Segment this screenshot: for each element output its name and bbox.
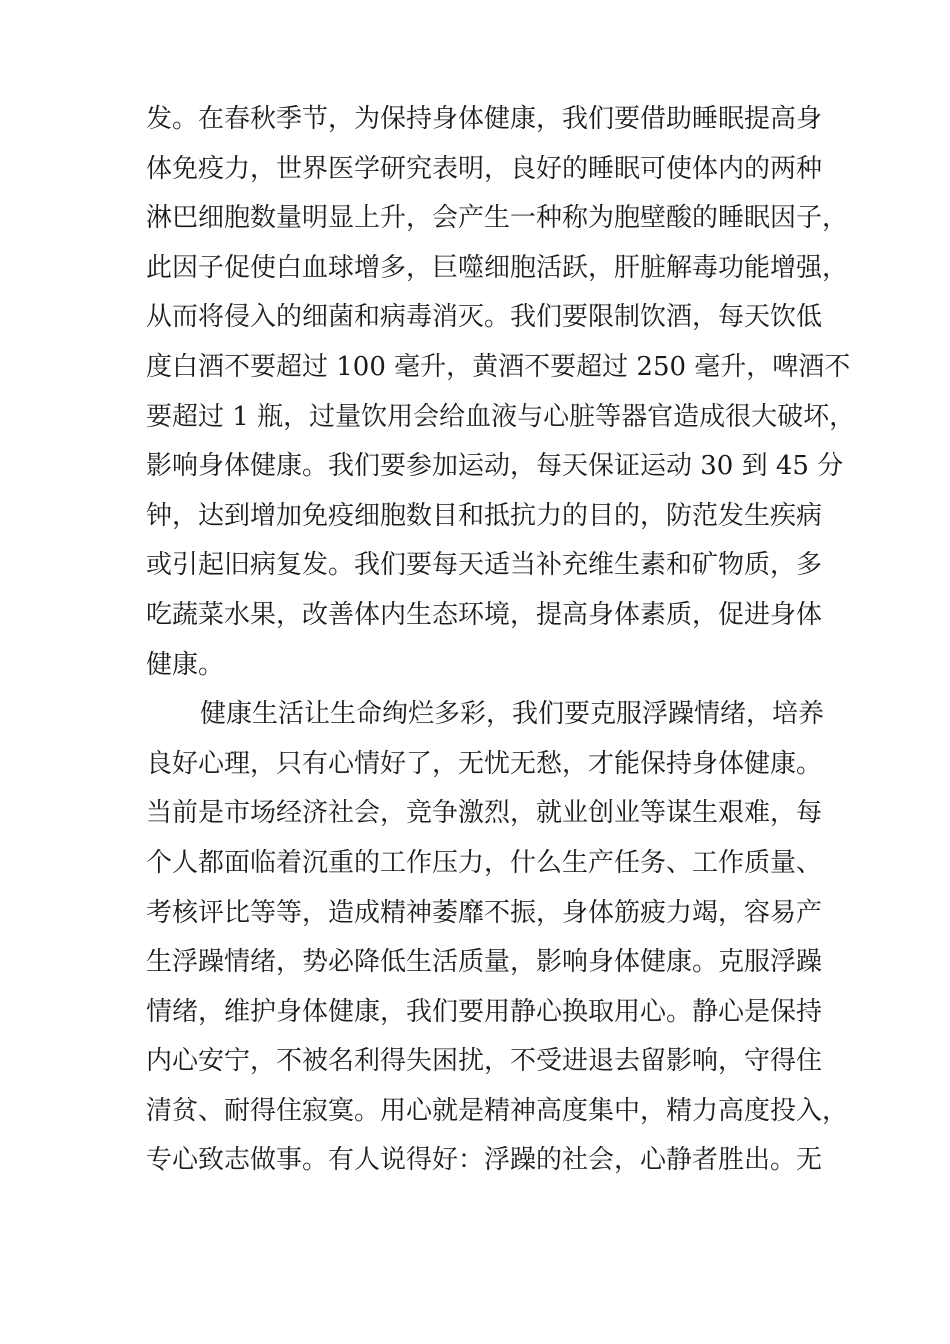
text-line: 影响身体健康。我们要参加运动，每天保证运动 30 到 45 分 xyxy=(146,451,844,482)
text-line: 体免疫力，世界医学研究表明，良好的睡眠可使体内的两种 xyxy=(146,153,823,184)
text-line: 健康。 xyxy=(146,649,225,680)
text-line: 或引起旧病复发。我们要每天适当补充维生素和矿物质，多 xyxy=(146,550,823,581)
text-line: 从而将侵入的细菌和病毒消灭。我们要限制饮酒，每天饮低 xyxy=(146,302,823,333)
text-line: 度白酒不要超过 100 毫升，黄酒不要超过 250 毫升，啤酒不 xyxy=(146,351,851,382)
text-line: 吃蔬菜水果，改善体内生态环境，提高身体素质，促进身体 xyxy=(146,599,823,630)
text-line: 内心安宁，不被名利得失困扰，不受进退去留影响，守得住 xyxy=(146,1046,823,1077)
text-line: 此因子促使白血球增多，巨噬细胞活跃，肝脏解毒功能增强， xyxy=(146,252,849,283)
text-line: 发。在春秋季节，为保持身体健康，我们要借助睡眠提高身 xyxy=(146,104,823,134)
text-line: 清贫、耐得住寂寞。用心就是精神高度集中，精力高度投入， xyxy=(146,1095,849,1126)
text-line: 淋巴细胞数量明显上升，会产生一种称为胞壁酸的睡眠因子， xyxy=(146,203,849,234)
text-line: 考核评比等等，造成精神萎靡不振，身体筋疲力竭，容易产 xyxy=(146,897,823,928)
text-line: 要超过 1 瓶，过量饮用会给血液与心脏等器官造成很大破坏， xyxy=(146,401,856,432)
text-line: 当前是市场经济社会，竞争激烈，就业创业等谋生艰难，每 xyxy=(146,798,823,829)
text-line: 个人都面临着沉重的工作压力，什么生产任务、工作质量、 xyxy=(146,847,823,878)
document-body xyxy=(146,95,856,1186)
text-line: 生浮躁情绪，势必降低生活质量，影响身体健康。克服浮躁 xyxy=(146,947,823,978)
paragraph-1 xyxy=(146,95,856,690)
paragraph-2 xyxy=(146,690,849,1186)
text-line: 钟，达到增加免疫细胞数目和抵抗力的目的，防范发生疾病 xyxy=(146,500,823,531)
text-line: 专心致志做事。有人说得好：浮躁的社会，心静者胜出。无 xyxy=(146,1145,823,1176)
text-line: 健康生活让生命绚烂多彩，我们要克服浮躁情绪，培养 xyxy=(200,699,825,730)
text-line: 良好心理，只有心情好了，无忧无愁，才能保持身体健康。 xyxy=(146,748,823,779)
text-line: 情绪，维护身体健康，我们要用静心换取用心。静心是保持 xyxy=(146,996,823,1027)
